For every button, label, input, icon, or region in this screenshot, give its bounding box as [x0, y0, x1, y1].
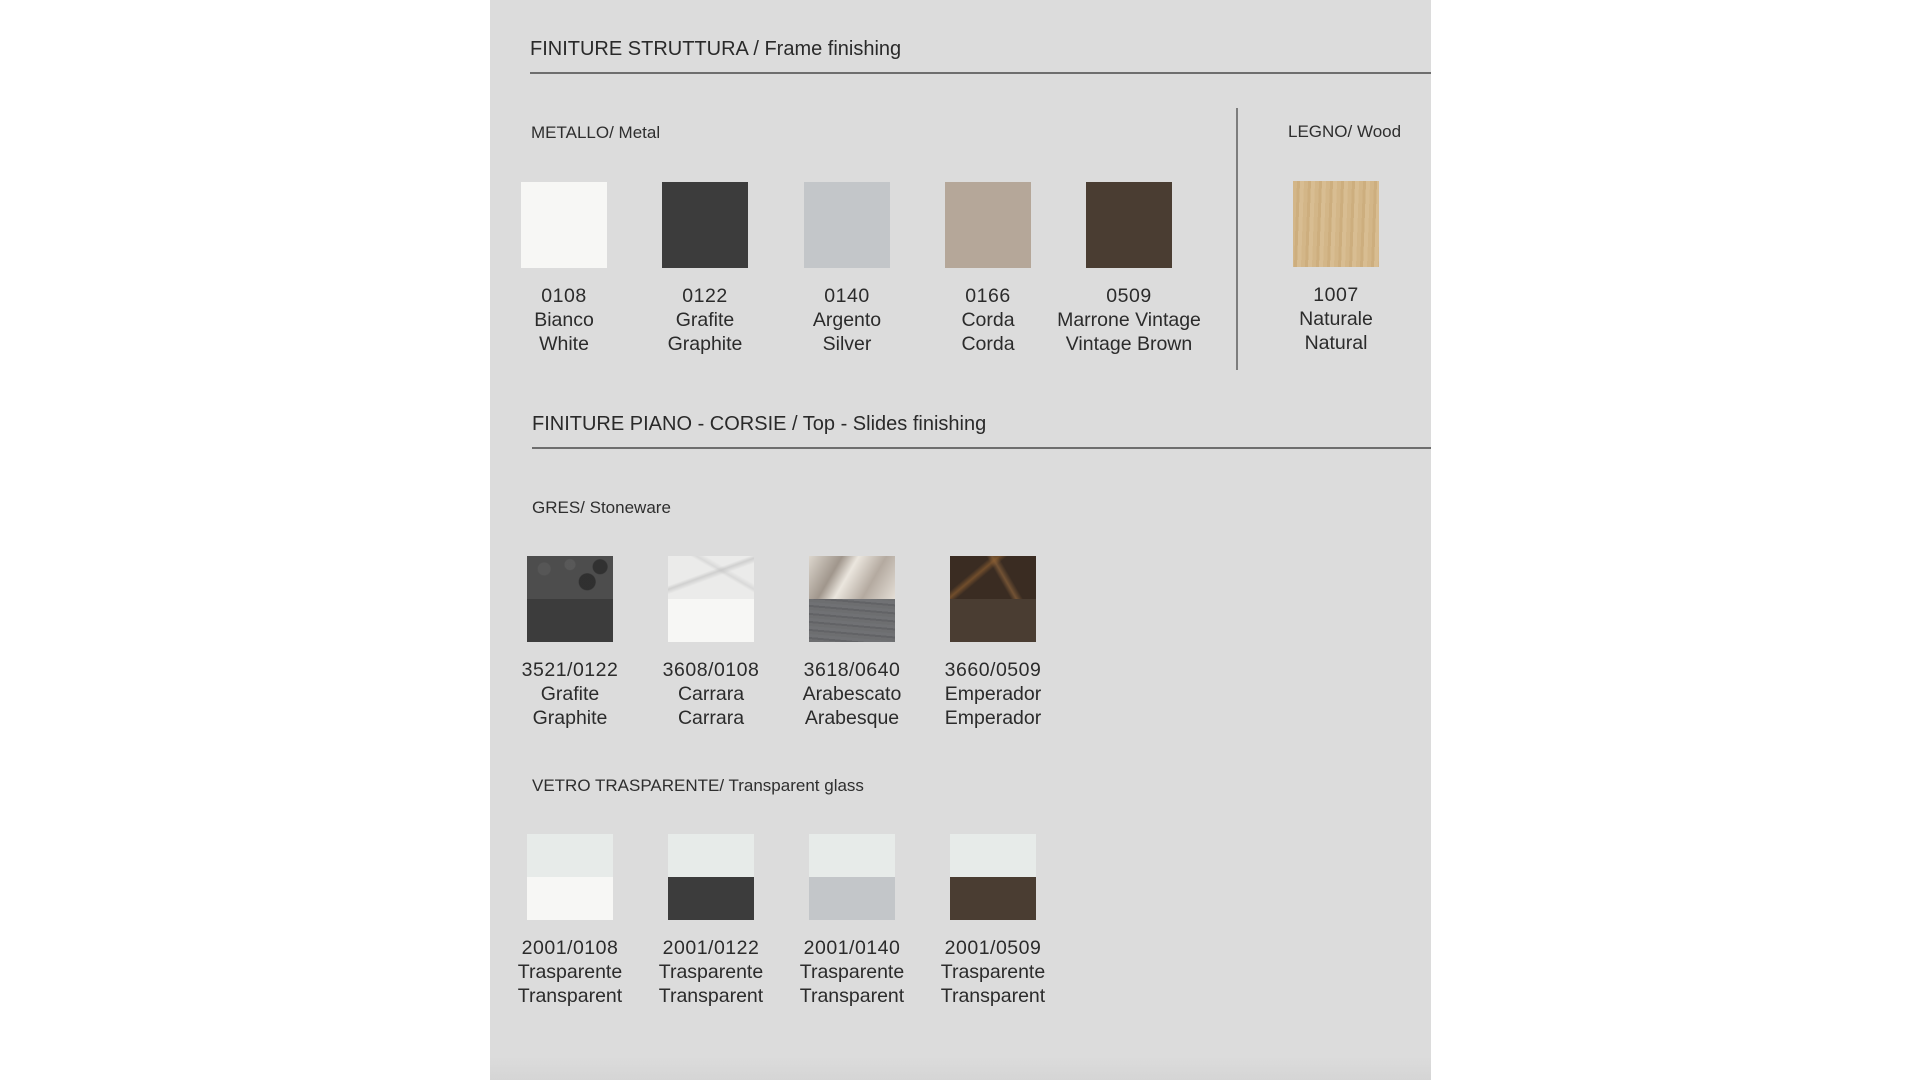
glass-subtitle: VETRO TRASPARENTE/ Transparent glass: [532, 776, 864, 795]
swatch-stone-3618[interactable]: [809, 556, 895, 642]
swatch-stone-3608[interactable]: [668, 556, 754, 642]
swatch-bottom-half: [527, 599, 613, 642]
swatch-name-it: Trasparente: [799, 961, 905, 983]
swatch-item-metal-0108[interactable]: [489, 182, 639, 356]
swatch-code: 2001/0122: [662, 937, 760, 959]
swatch-name-it: Grafite: [675, 309, 735, 331]
frame-finishing-title: FINITURE STRUTTURA / Frame finishing: [530, 38, 902, 60]
swatch-item-glass-0140[interactable]: [777, 834, 927, 1008]
swatch-code: 3660/0509: [944, 659, 1042, 681]
swatch-bottom-half: [809, 877, 895, 920]
swatch-code: 0140: [824, 285, 870, 307]
swatch-item-stone-3618[interactable]: [777, 556, 927, 730]
swatch-bottom-half: [668, 599, 754, 642]
swatch-top-half: [527, 834, 613, 877]
swatch-name-it: Arabescato: [802, 683, 902, 705]
swatch-name-en: Graphite: [532, 707, 608, 729]
swatch-bottom-half: [950, 877, 1036, 920]
swatch-item-wood-1007[interactable]: [1261, 181, 1411, 355]
swatch-glass-0122[interactable]: [668, 834, 754, 920]
swatch-name-en: Transparent: [658, 985, 764, 1007]
swatch-name-it: Emperador: [944, 683, 1042, 705]
swatch-name-it: Marrone Vintage: [1057, 309, 1201, 331]
frame-finishing-rule: [530, 72, 1431, 74]
swatch-name-en: Carrara: [677, 707, 745, 729]
swatch-name-en: Transparent: [517, 985, 623, 1007]
swatch-code: 0122: [682, 285, 728, 307]
swatch-top-half: [950, 834, 1036, 877]
swatch-code: 0166: [965, 285, 1011, 307]
swatch-item-stone-3608[interactable]: [636, 556, 786, 730]
swatch-name-it: Trasparente: [940, 961, 1046, 983]
swatch-name-it: Corda: [961, 309, 1015, 331]
swatch-bottom-half: [527, 877, 613, 920]
swatch-item-glass-0509[interactable]: [918, 834, 1068, 1008]
swatch-item-metal-0166[interactable]: [913, 182, 1063, 356]
swatch-code: 3618/0640: [803, 659, 901, 681]
wood-subtitle: LEGNO/ Wood: [1288, 122, 1402, 141]
swatch-glass-0140[interactable]: [809, 834, 895, 920]
swatch-name-en: Transparent: [799, 985, 905, 1007]
swatch-metal-0140[interactable]: [804, 182, 890, 268]
swatch-top-half: [809, 556, 895, 599]
sheet-bottom-fade: [490, 1056, 1431, 1080]
stoneware-subtitle: GRES/ Stoneware: [532, 498, 671, 517]
swatch-top-half: [668, 834, 754, 877]
metal-subtitle: METALLO/ Metal: [531, 123, 661, 142]
finishes-sheet: [490, 0, 1431, 1080]
swatch-metal-0509[interactable]: [1086, 182, 1172, 268]
swatch-glass-0108[interactable]: [527, 834, 613, 920]
swatch-item-glass-0108[interactable]: [495, 834, 645, 1008]
swatch-item-glass-0122[interactable]: [636, 834, 786, 1008]
swatch-name-en: Arabesque: [804, 707, 900, 729]
swatch-glass-0509[interactable]: [950, 834, 1036, 920]
swatch-code: 1007: [1313, 284, 1359, 306]
top-finishing-rule: [532, 447, 1431, 449]
swatch-item-metal-0509[interactable]: [1054, 182, 1204, 356]
swatch-metal-0122[interactable]: [662, 182, 748, 268]
swatch-name-it: Carrara: [677, 683, 745, 705]
swatch-name-it: Argento: [812, 309, 882, 331]
swatch-metal-0108[interactable]: [521, 182, 607, 268]
swatch-name-en: Silver: [822, 333, 872, 355]
swatch-name-en: Graphite: [667, 333, 743, 355]
swatch-name-en: Vintage Brown: [1065, 333, 1193, 355]
swatch-bottom-half: [809, 599, 895, 642]
metal-wood-divider: [1236, 108, 1238, 370]
swatch-metal-0166[interactable]: [945, 182, 1031, 268]
swatch-name-en: Transparent: [940, 985, 1046, 1007]
swatch-code: 3608/0108: [662, 659, 760, 681]
swatch-item-stone-3521[interactable]: [495, 556, 645, 730]
swatch-code: 2001/0509: [944, 937, 1042, 959]
swatch-stone-3521[interactable]: [527, 556, 613, 642]
swatch-name-en: Emperador: [944, 707, 1042, 729]
swatch-item-stone-3660[interactable]: [918, 556, 1068, 730]
swatch-code: 3521/0122: [521, 659, 619, 681]
swatch-name-it: Trasparente: [517, 961, 623, 983]
swatch-name-en: Corda: [961, 333, 1015, 355]
swatch-top-half: [809, 834, 895, 877]
swatch-item-metal-0122[interactable]: [630, 182, 780, 356]
swatch-bottom-half: [668, 877, 754, 920]
swatch-stone-3660[interactable]: [950, 556, 1036, 642]
swatch-top-half: [950, 556, 1036, 599]
swatch-name-it: Bianco: [534, 309, 594, 331]
swatch-item-metal-0140[interactable]: [772, 182, 922, 356]
swatch-code: 0108: [541, 285, 587, 307]
swatch-wood-1007[interactable]: [1293, 181, 1379, 267]
swatch-name-it: Trasparente: [658, 961, 764, 983]
swatch-name-en: White: [539, 333, 589, 355]
swatch-bottom-half: [950, 599, 1036, 642]
swatch-code: 2001/0140: [803, 937, 901, 959]
swatch-name-it: Grafite: [540, 683, 600, 705]
swatch-name-it: Naturale: [1299, 308, 1373, 330]
top-finishing-title: FINITURE PIANO - CORSIE / Top - Slides finishing: [532, 413, 987, 435]
swatch-code: 2001/0108: [521, 937, 619, 959]
swatch-code: 0509: [1106, 285, 1152, 307]
swatch-top-half: [527, 556, 613, 599]
swatch-top-half: [668, 556, 754, 599]
swatch-name-en: Natural: [1304, 332, 1368, 354]
